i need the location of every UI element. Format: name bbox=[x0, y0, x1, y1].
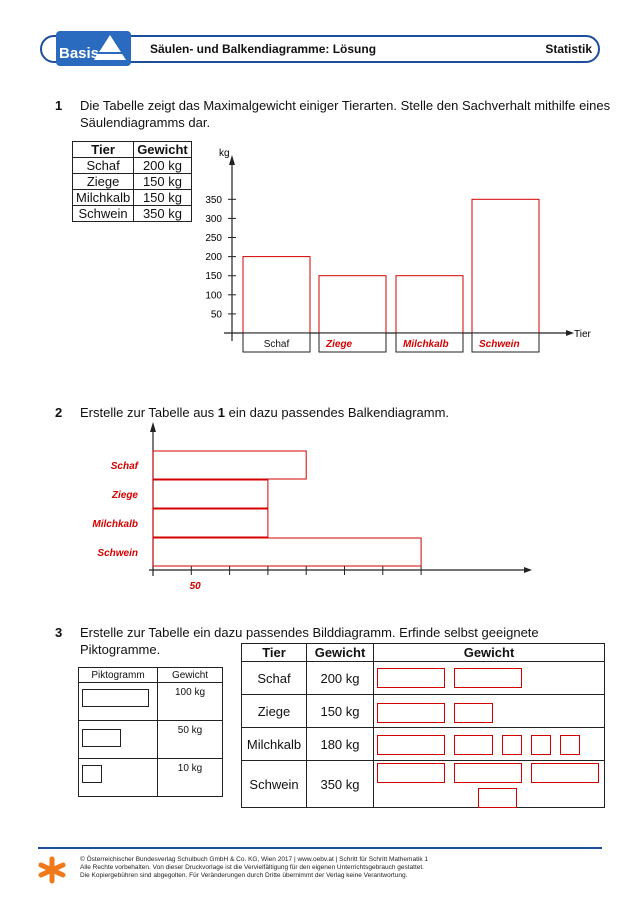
pictogram-cell bbox=[374, 662, 605, 695]
footer-copyright: © Österreichischer Bundesverlag Schulbuch GmbH & Co. KG, Wien 2017 | www.oebv.at | Schritt für Schritt Mathematik 1 bbox=[80, 856, 428, 863]
column-schaf bbox=[243, 257, 310, 333]
table-cell: 10 kg bbox=[158, 759, 223, 797]
table-cell: 350 kg bbox=[134, 206, 192, 222]
table-row bbox=[242, 761, 605, 808]
page-title: Säulen- und Balkendiagramme: Lösung bbox=[150, 42, 377, 56]
bar-label: Schwein bbox=[97, 548, 138, 559]
column-milchkalb bbox=[396, 276, 463, 333]
category-label: Ziege bbox=[326, 339, 353, 350]
pictogram-100kg bbox=[454, 763, 522, 783]
y-tick-label: 50 bbox=[210, 309, 222, 321]
table-row bbox=[79, 683, 223, 721]
footer-rights: Alle Rechte vorbehalten. Von dieser Druckvorlage ist die Vervielfältigung für den eigenen Unterrichtsgebrauch gestattet. bbox=[80, 864, 424, 871]
task-2-text-bold: 1 bbox=[217, 405, 226, 420]
x-tick-label: 50 bbox=[189, 581, 201, 592]
table-row bbox=[242, 728, 605, 761]
legend-pictogram-cell bbox=[79, 721, 158, 759]
column-schwein bbox=[472, 199, 539, 333]
table-cell: 50 kg bbox=[158, 721, 223, 759]
pictogram-10kg bbox=[531, 735, 551, 755]
legend-header-gewicht: Gewicht bbox=[158, 668, 223, 683]
y-tick-label: 300 bbox=[205, 213, 222, 225]
table-cell: 150 kg bbox=[134, 190, 192, 206]
table-cell: 200 kg bbox=[134, 158, 192, 174]
table-header-gewicht-diagram: Gewicht bbox=[374, 644, 605, 662]
task-2-text-part: ein dazu passendes Balkendiagramm. bbox=[225, 405, 450, 420]
bar-chart bbox=[0, 410, 640, 600]
y-tick-label: 350 bbox=[205, 194, 222, 206]
y-axis-arrow bbox=[229, 155, 235, 165]
table-header-gewicht: Gewicht bbox=[134, 142, 192, 158]
publisher-logo-icon bbox=[38, 856, 66, 884]
pictogram-cell bbox=[374, 761, 605, 808]
category-label: Schwein bbox=[479, 339, 520, 350]
legend-pictogram-cell bbox=[79, 759, 158, 797]
task-3-number: 3 bbox=[55, 625, 63, 640]
table-cell: 100 kg bbox=[158, 683, 223, 721]
picture-diagram-table bbox=[241, 643, 605, 808]
table-row bbox=[242, 695, 605, 728]
table-cell: 150 kg bbox=[307, 695, 374, 728]
x-axis-arrow bbox=[566, 330, 574, 336]
task-2-number: 2 bbox=[55, 405, 63, 420]
table-header-tier: Tier bbox=[242, 644, 307, 662]
table-cell: Schaf bbox=[73, 158, 134, 174]
pictogram-50kg bbox=[478, 788, 517, 808]
task-3-text-line1: Erstelle zur Tabelle ein dazu passendes Bilddiagramm. Erfinde selbst geeignete bbox=[80, 625, 539, 640]
y-tick-label: 150 bbox=[205, 271, 222, 283]
pictogram-medium-box bbox=[82, 729, 121, 747]
table-row bbox=[79, 759, 223, 797]
pictogram-large-box bbox=[82, 689, 149, 707]
task-2-text-part: Erstelle zur Tabelle aus bbox=[80, 405, 218, 420]
y-axis-arrow bbox=[150, 422, 156, 432]
bar-schwein bbox=[153, 538, 421, 566]
bar-label: Milchkalb bbox=[92, 519, 138, 530]
subject-label: Statistik bbox=[545, 42, 592, 56]
table-cell: Milchkalb bbox=[242, 728, 307, 761]
table-cell: Schwein bbox=[73, 206, 134, 222]
pictogram-100kg bbox=[531, 763, 599, 783]
pictogram-100kg bbox=[377, 668, 445, 688]
task-1-number: 1 bbox=[55, 98, 63, 113]
pictogram-50kg bbox=[454, 735, 493, 755]
category-label: Schaf bbox=[263, 339, 290, 350]
pictogram-legend-table bbox=[78, 667, 223, 797]
pictogram-100kg bbox=[377, 735, 445, 755]
table-header-tier: Tier bbox=[73, 142, 134, 158]
table-cell: Ziege bbox=[73, 174, 134, 190]
pictogram-100kg bbox=[377, 703, 445, 723]
bar-label: Schaf bbox=[110, 461, 138, 472]
column-ziege bbox=[319, 276, 386, 333]
basis-label: Basis bbox=[59, 45, 100, 62]
task-3-text-line2: Piktogramme. bbox=[80, 642, 161, 657]
table-row bbox=[242, 662, 605, 695]
table-header-gewicht: Gewicht bbox=[307, 644, 374, 662]
table-cell: 350 kg bbox=[307, 761, 374, 808]
x-axis-label: Tier bbox=[574, 329, 591, 340]
table-row bbox=[79, 721, 223, 759]
pictogram-100kg bbox=[454, 668, 522, 688]
column-chart bbox=[0, 0, 640, 400]
table-cell: Milchkalb bbox=[73, 190, 134, 206]
pictogram-cell bbox=[374, 728, 605, 761]
legend-header-piktogramm: Piktogramm bbox=[79, 668, 158, 683]
table-cell: 180 kg bbox=[307, 728, 374, 761]
task-1-text-line2: Säulendiagramms dar. bbox=[80, 115, 211, 130]
footer-divider bbox=[38, 847, 602, 849]
bar-label: Ziege bbox=[111, 490, 138, 501]
pictogram-50kg bbox=[454, 703, 493, 723]
y-tick-label: 200 bbox=[205, 252, 222, 264]
pictogram-10kg bbox=[560, 735, 580, 755]
y-axis-label: kg bbox=[219, 148, 230, 159]
footer-fees: Die Kopiergebühren sind abgegolten. Für Veränderungen durch Dritte übernimmt der Verlag keine Verantwortung. bbox=[80, 872, 408, 879]
y-tick-label: 100 bbox=[205, 290, 222, 302]
pictogram-100kg bbox=[377, 763, 445, 783]
table-cell: 200 kg bbox=[307, 662, 374, 695]
bar-ziege bbox=[153, 480, 268, 508]
task-1-text-line1: Die Tabelle zeigt das Maximalgewicht einiger Tierarten. Stelle den Sachverhalt mithilfe eines bbox=[80, 98, 611, 113]
bar-milchkalb bbox=[153, 509, 268, 537]
pictogram-cell bbox=[374, 695, 605, 728]
legend-pictogram-cell bbox=[79, 683, 158, 721]
y-tick-label: 250 bbox=[205, 233, 222, 244]
table-cell: Schaf bbox=[242, 662, 307, 695]
table-cell: 150 kg bbox=[134, 174, 192, 190]
pictogram-small-box bbox=[82, 765, 102, 783]
table-cell: Ziege bbox=[242, 695, 307, 728]
category-label: Milchkalb bbox=[403, 339, 449, 350]
table-cell: Schwein bbox=[242, 761, 307, 808]
x-axis-arrow bbox=[524, 567, 532, 573]
pictogram-10kg bbox=[502, 735, 522, 755]
bar-schaf bbox=[153, 451, 306, 479]
